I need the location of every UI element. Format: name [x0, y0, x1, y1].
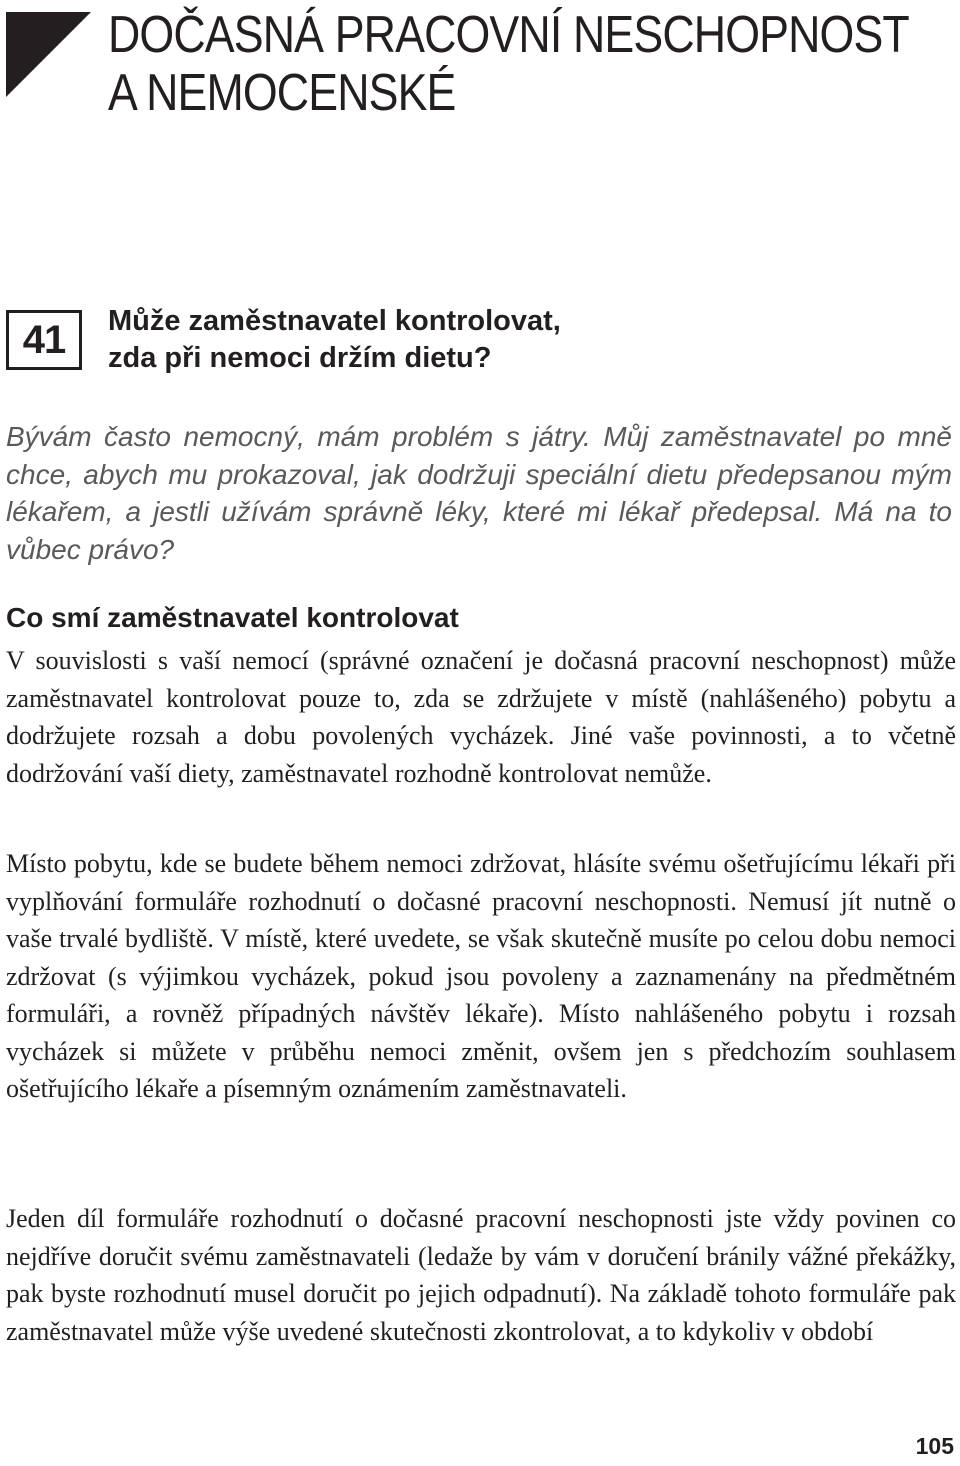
question-number-badge — [6, 310, 82, 370]
corner-triangle-graphic — [6, 12, 91, 97]
answer-paragraph-2: Místo pobytu, kde se budete během nemoci zdržovat, hlásíte svému ošetřujícímu lékaři při vyplňování formuláře rozhodnutí o dočasné pracovní neschopnosti. Nemusí jít nutně o vaše trvalé bydliště. V místě, které uvedete, se však skutečně musíte po celou dobu nemoci zdržovat (s výjimkou vycházek, pokud jsou povoleny a zaznamenány na předmětném formuláři, a rovněž případných návštěv lékaře). Místo nahlášeného pobytu i rozsah vycházek si můžete v průběhu nemoci změnit, ovšem jen s předchozím souhlasem ošetřujícího lékaře a písemným oznámením zaměstnavateli. — [6, 849, 956, 1103]
chapter-title — [108, 6, 909, 122]
question-title-line2: zda při nemoci držím dietu? — [108, 342, 492, 374]
question-number: 41 — [22, 317, 66, 362]
page-number: 105 — [915, 1433, 954, 1459]
chapter-title-line2: A NEMOCENSKÉ — [108, 64, 456, 122]
question-title-line1: Může zaměstnavatel kontrolovat, — [108, 305, 561, 337]
question-title — [108, 303, 561, 377]
answer-section-heading: Co smí zaměstnavatel kontrolovat — [6, 602, 459, 633]
reader-question-text: Bývám často nemocný, mám problém s játry. Můj zaměstnavatel po mně chce, abych mu prokazoval, jak dodržuji speciální dietu předepsanou mým lékařem, a jestli užívám správně léky, které mi lékař předepsal. Má na to vůbec právo? — [6, 421, 952, 565]
answer-paragraph-3: Jeden díl formuláře rozhodnutí o dočasné pracovní neschopnosti jste vždy povinen co nejdříve doručit svému zaměstnavateli (ledaže by vám v doručení bránily vážné překážky, pak byste rozhodnutí musel doručit po jejich odpadnutí). Na základě tohoto formuláře pak zaměstnavatel může výše uvedené skutečnosti zkontrolovat, a to kdykoliv v období — [6, 1204, 956, 1346]
chapter-title-line1: DOČASNÁ PRACOVNÍ NESCHOPNOST — [108, 6, 909, 64]
answer-paragraph-1: V souvislosti s vaší nemocí (správné označení je dočasná pracovní neschopnost) může zaměstnavatel kontrolovat pouze to, zda se zdržujete v místě (nahlášeného) pobytu a dodržujete rozsah a dobu povolených vycházek. Jiné vaše povinnosti, a to včetně dodržování vaší diety, zaměstnavatel rozhodně kontrolovat nemůže. — [6, 646, 956, 788]
